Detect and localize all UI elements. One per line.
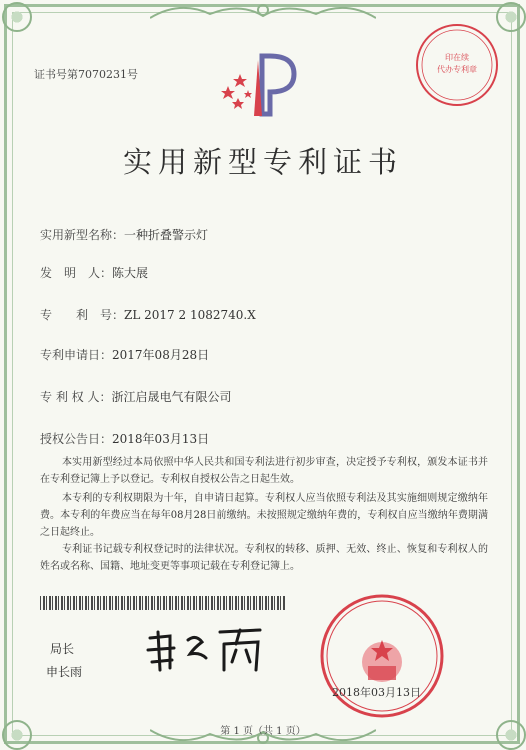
- svg-text:印在续: 印在续: [445, 53, 469, 62]
- field-value: 浙江启晟电气有限公司: [111, 390, 232, 404]
- director-signature: [140, 618, 270, 678]
- corner-ornament: [2, 2, 32, 32]
- agency-seal: [412, 20, 502, 110]
- certificate-number: 证书号第7070231号: [34, 68, 138, 81]
- field-inventor: [40, 264, 148, 281]
- field-grant-date: [40, 430, 209, 447]
- paragraph-text: 本实用新型经过本局依照中华人民共和国专利法进行初步审查，决定授予专利权，颁发本证书并在专利登记簿上予以登记。专利权自授权公告之日起生效。: [40, 457, 488, 485]
- director-name: 申长雨: [46, 665, 83, 679]
- field-label: 专 利 权 人：: [40, 390, 112, 404]
- body-paragraph: [40, 541, 488, 575]
- body-paragraph: [40, 490, 488, 541]
- certificate-title: 实用新型专利证书: [122, 145, 403, 179]
- field-label: 授权公告日：: [40, 432, 113, 446]
- page-footer: 第 1 页（共 1 页）: [220, 726, 306, 737]
- field-patentee: [40, 388, 231, 405]
- barcode: [40, 596, 286, 610]
- field-value: 2017年08月28日: [112, 348, 210, 362]
- paragraph-text: 本专利的专利权期限为十年，自申请日起算。专利权人应当依照专利法及其实施细则规定缴纳年费。本专利的年费应当在每年08月28日前缴纳。未按照规定缴纳年费的，专利权自应当缴纳年费期满之日起终止。: [40, 493, 488, 538]
- field-value: 一种折叠警示灯: [124, 228, 209, 242]
- field-utility-name: [40, 226, 208, 243]
- office-seal: [318, 592, 446, 720]
- field-value: 陈大展: [112, 266, 149, 280]
- field-label: 实用新型名称：: [40, 228, 125, 242]
- patent-office-logo: [218, 52, 308, 122]
- svg-text:代办专利章: 代办专利章: [437, 65, 477, 74]
- field-value: 2018年03月13日: [112, 432, 210, 446]
- field-application-date: [40, 346, 209, 363]
- field-patent-number: [40, 306, 256, 323]
- field-value: ZL 2017 2 1082740.X: [124, 308, 256, 322]
- field-label: 专 利 号：: [40, 308, 125, 322]
- field-label: 专利申请日：: [40, 348, 113, 362]
- director-title: 局长: [50, 642, 75, 656]
- top-ornament: [150, 0, 376, 22]
- paragraph-text: 专利证书记载专利权登记时的法律状况。专利权的转移、质押、无效、终止、恢复和专利权人的姓名或名称、国籍、地址变更等事项记载在专利登记簿上。: [40, 544, 488, 572]
- field-label: 发 明 人：: [40, 266, 113, 280]
- seal-date: 2018年03月13日: [332, 686, 421, 699]
- body-paragraph: [40, 454, 488, 488]
